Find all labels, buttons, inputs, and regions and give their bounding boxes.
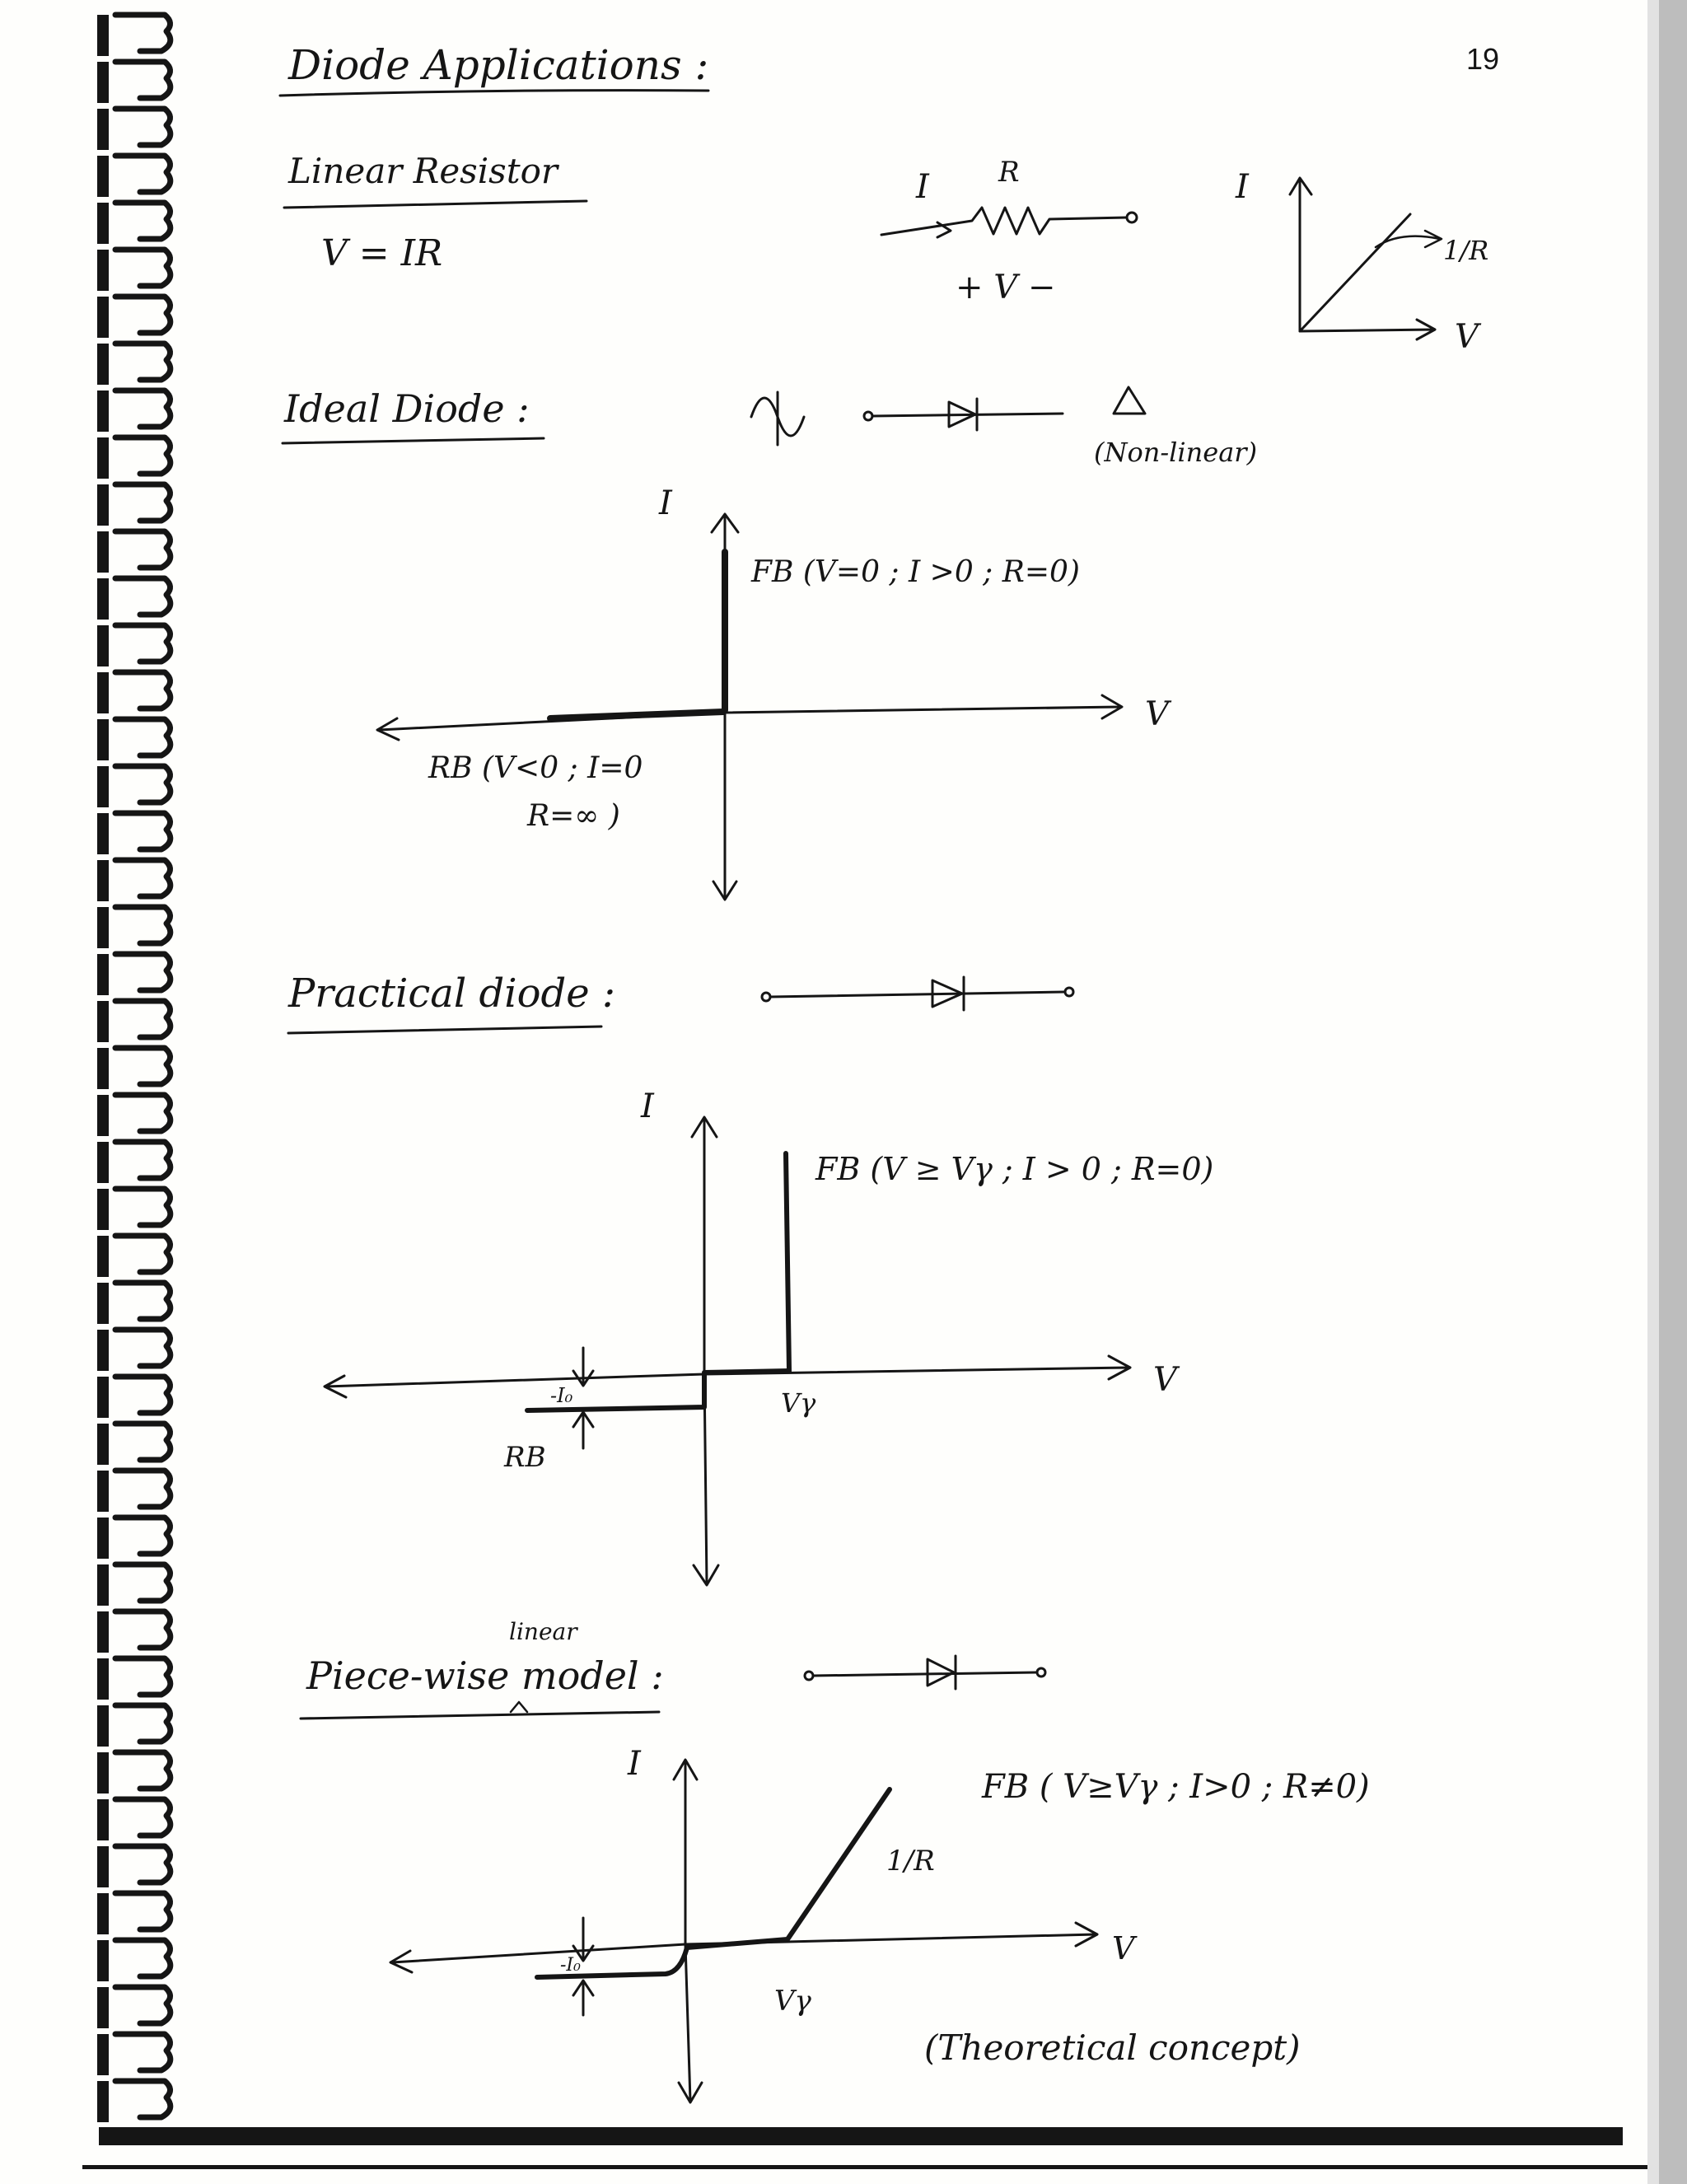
piecewise-slope-label: 1/R — [886, 1845, 935, 1878]
spiral-post — [97, 578, 109, 620]
circuit-current-label: I — [916, 168, 929, 206]
piecewise-graph-i-label: I — [628, 1745, 641, 1783]
spiral-coil — [115, 344, 171, 380]
ideal-diode-symbol — [864, 399, 1063, 430]
spiral-post — [97, 344, 109, 385]
circuit-resistor-label: R — [998, 156, 1020, 189]
resistor-graph-slope-label: 1/R — [1443, 235, 1489, 266]
spiral-coil — [115, 62, 171, 98]
resistor-graph-v-label: V — [1455, 318, 1479, 356]
spiral-coil — [115, 719, 171, 755]
spiral-coil — [115, 1658, 171, 1695]
spiral-coil — [115, 1048, 171, 1084]
spiral-post — [97, 1189, 109, 1230]
spiral-post — [97, 1518, 109, 1559]
scan-edge — [1659, 0, 1687, 2184]
spiral-post — [97, 297, 109, 338]
spiral-coil — [115, 1424, 171, 1460]
spiral-coil — [115, 1846, 171, 1882]
spiral-post — [97, 1705, 109, 1747]
spiral-coil — [115, 1752, 171, 1789]
spiral-post — [97, 437, 109, 479]
spiral-post — [97, 1001, 109, 1042]
spiral-post — [97, 719, 109, 760]
spiral-coil — [115, 1799, 171, 1836]
ideal-graph-v-label: V — [1145, 695, 1169, 733]
spiral-post — [97, 1283, 109, 1324]
spiral-coil — [115, 15, 171, 51]
spiral-coil — [115, 1705, 171, 1742]
spiral-coil — [115, 672, 171, 709]
spiral-post — [97, 1471, 109, 1512]
spiral-post — [97, 203, 109, 244]
spiral-post — [97, 1799, 109, 1840]
spiral-coil — [115, 437, 171, 474]
linear-resistor-heading: Linear Resistor — [288, 151, 558, 191]
practical-diode-heading: Practical diode : — [288, 970, 616, 1017]
spiral-coil — [115, 297, 171, 333]
ideal-diode-heading: Ideal Diode : — [284, 386, 530, 431]
spiral-coil — [115, 391, 171, 427]
spiral-post — [97, 531, 109, 573]
ideal-graph-i-label: I — [659, 484, 672, 522]
insert-caret — [511, 1702, 527, 1712]
ideal-diode-underline — [283, 438, 544, 443]
practical-graph-i-label: I — [641, 1087, 654, 1125]
practical-diode-underline — [288, 1027, 601, 1033]
practical-threshold-label: Vγ — [781, 1387, 816, 1419]
spiral-post — [97, 907, 109, 948]
spiral-post — [97, 766, 109, 807]
resistor-vi-graph — [1290, 178, 1442, 339]
practical-diode-symbol — [762, 977, 1073, 1010]
spiral-coil — [115, 1940, 171, 1976]
bottom-rule — [99, 2127, 1623, 2145]
spiral-post — [97, 156, 109, 197]
spiral-coil — [115, 954, 171, 990]
spiral-coil — [115, 625, 171, 662]
spiral-post — [97, 1236, 109, 1277]
practical-graph-v-label: V — [1153, 1361, 1177, 1399]
circuit-polarity-label: + V − — [956, 269, 1056, 306]
spiral-post — [97, 1611, 109, 1653]
spiral-post — [97, 625, 109, 666]
linear-resistor-underline — [284, 201, 586, 208]
bottom-rule-thin — [82, 2165, 1647, 2169]
spiral-post — [97, 1424, 109, 1465]
spiral-coil — [115, 1236, 171, 1272]
theoretical-concept-note: (Theoretical concept) — [924, 2027, 1301, 2068]
spiral-coil — [115, 484, 171, 521]
spiral-post — [97, 1095, 109, 1136]
spiral-coil — [115, 531, 171, 568]
spiral-coil — [115, 1095, 171, 1131]
spiral-post — [97, 1893, 109, 1934]
spiral-coil — [115, 1377, 171, 1413]
spiral-coil — [115, 860, 171, 896]
spiral-coil — [115, 907, 171, 943]
spiral-post — [97, 109, 109, 150]
spiral-binding — [97, 15, 171, 2122]
spiral-coil — [115, 109, 171, 145]
practical-diode-vi-graph — [325, 1117, 1130, 1585]
spiral-post — [97, 813, 109, 854]
spiral-post — [97, 62, 109, 103]
piecewise-insert-word: linear — [509, 1618, 577, 1645]
spiral-coil — [115, 1564, 171, 1601]
non-linear-note: (Non-linear) — [1094, 437, 1258, 468]
spiral-coil — [115, 1471, 171, 1507]
piecewise-underline — [301, 1712, 659, 1719]
spiral-coil — [115, 1142, 171, 1178]
spiral-post — [97, 2034, 109, 2075]
spiral-post — [97, 1752, 109, 1793]
piecewise-diode-symbol — [805, 1656, 1045, 1689]
spiral-post — [97, 1048, 109, 1089]
spiral-coil — [115, 1893, 171, 1929]
spiral-post — [97, 250, 109, 291]
spiral-post — [97, 1330, 109, 1371]
practical-fb-label: FB (V ≥ Vγ ; I > 0 ; R=0) — [815, 1151, 1214, 1187]
page-number: 19 — [1466, 42, 1500, 76]
spiral-coil — [115, 813, 171, 849]
spiral-coil — [115, 1518, 171, 1554]
spiral-coil — [115, 766, 171, 802]
resistor-graph-i-label: I — [1236, 168, 1249, 206]
spiral-coil — [115, 156, 171, 192]
spiral-coil — [115, 2081, 171, 2117]
page-title: Diode Applications : — [288, 41, 709, 89]
spiral-post — [97, 1987, 109, 2028]
practical-rb-label: RB — [504, 1441, 546, 1474]
ideal-rb-label-line1: RB (V<0 ; I=0 — [428, 751, 643, 785]
spiral-coil — [115, 578, 171, 615]
spiral-post — [97, 1846, 109, 1887]
spiral-coil — [115, 1001, 171, 1037]
spiral-coil — [115, 2034, 171, 2070]
spiral-coil — [115, 1283, 171, 1319]
spiral-coil — [115, 1330, 171, 1366]
spiral-post — [97, 484, 109, 526]
spiral-coil — [115, 250, 171, 286]
spiral-post — [97, 1142, 109, 1183]
spiral-post — [97, 1377, 109, 1418]
spiral-post — [97, 672, 109, 713]
spiral-coil — [115, 203, 171, 239]
spiral-post — [97, 1940, 109, 1981]
spiral-post — [97, 1564, 109, 1606]
spiral-coil — [115, 1189, 171, 1225]
resistor-symbol — [881, 208, 1137, 237]
piecewise-leakage-label: -I₀ — [560, 1955, 581, 1976]
spiral-coil — [115, 1987, 171, 2023]
spiral-post — [97, 860, 109, 901]
output-wave-icon — [1114, 387, 1145, 414]
piecewise-threshold-label: Vγ — [774, 1985, 811, 2018]
practical-leakage-label: -I₀ — [550, 1384, 573, 1407]
piecewise-heading: Piece-wise model : — [306, 1653, 664, 1698]
scan-edge-inner — [1647, 0, 1659, 2184]
piecewise-graph-v-label: V — [1112, 1930, 1135, 1967]
spiral-coil — [115, 1611, 171, 1648]
ideal-fb-label: FB (V=0 ; I >0 ; R=0) — [751, 555, 1080, 589]
ohms-law-equation: V = IR — [321, 232, 443, 274]
spiral-post — [97, 15, 109, 56]
piecewise-fb-label: FB ( V≥Vγ ; I>0 ; R≠0) — [982, 1768, 1370, 1806]
title-underline — [280, 91, 708, 96]
spiral-post — [97, 2081, 109, 2122]
spiral-post — [97, 1658, 109, 1700]
ideal-rb-label-line2: R=∞ ) — [527, 799, 620, 833]
spiral-post — [97, 954, 109, 995]
spiral-post — [97, 391, 109, 432]
